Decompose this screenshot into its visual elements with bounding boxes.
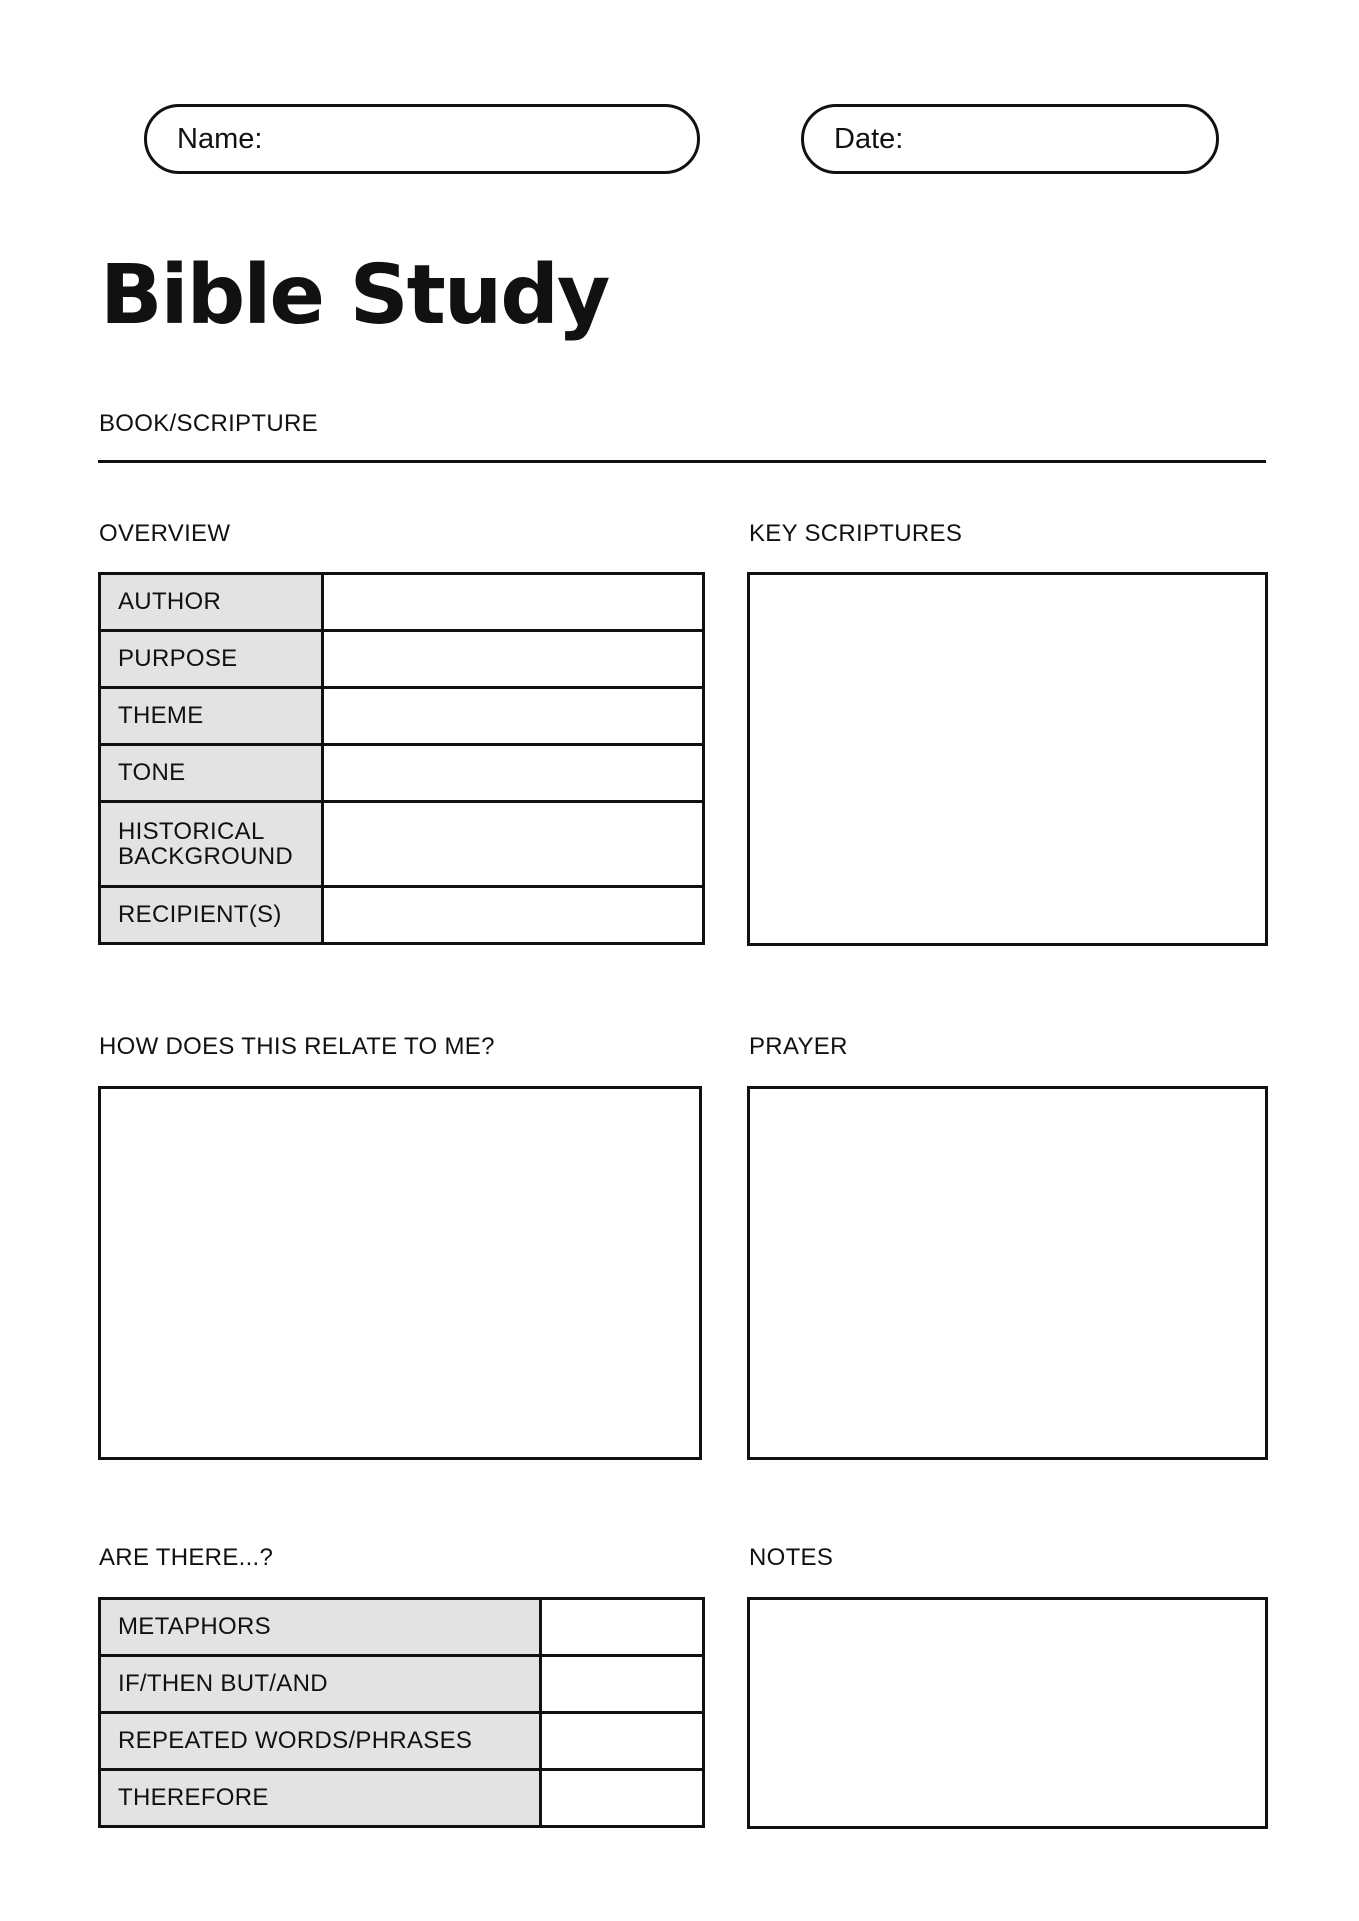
are-there-value-cell[interactable] — [541, 1656, 704, 1713]
overview-label: TONE — [100, 745, 323, 802]
name-field[interactable] — [144, 104, 700, 174]
are-there-value-cell[interactable] — [541, 1713, 704, 1770]
overview-value-cell[interactable] — [323, 887, 704, 944]
table-row — [100, 802, 704, 887]
are-there-value-cell[interactable] — [541, 1770, 704, 1827]
overview-value-cell[interactable] — [323, 688, 704, 745]
key-scriptures-box[interactable] — [747, 572, 1268, 946]
book-scripture-line[interactable] — [98, 460, 1266, 463]
page-title: Bible Study — [100, 248, 609, 343]
are-there-label: METAPHORS — [100, 1599, 541, 1656]
are-there-table — [98, 1597, 705, 1828]
table-row — [100, 574, 704, 631]
overview-value-cell[interactable] — [323, 745, 704, 802]
are-there-label: THEREFORE — [100, 1770, 541, 1827]
relate-box[interactable] — [98, 1086, 702, 1460]
are-there-value-cell[interactable] — [541, 1599, 704, 1656]
are-there-label: IF/THEN BUT/AND — [100, 1656, 541, 1713]
overview-label: RECIPIENT(S) — [100, 887, 323, 944]
prayer-heading: PRAYER — [749, 1033, 848, 1060]
overview-table — [98, 572, 705, 945]
table-row — [100, 1713, 704, 1770]
book-scripture-label: BOOK/SCRIPTURE — [99, 410, 318, 437]
overview-label: PURPOSE — [100, 631, 323, 688]
name-label: Name: — [177, 122, 263, 155]
overview-value-cell[interactable] — [323, 574, 704, 631]
table-row — [100, 631, 704, 688]
overview-label: THEME — [100, 688, 323, 745]
overview-heading: OVERVIEW — [99, 520, 231, 547]
key-scriptures-heading: KEY SCRIPTURES — [749, 520, 963, 547]
table-row — [100, 745, 704, 802]
date-field[interactable] — [801, 104, 1219, 174]
are-there-heading: ARE THERE...? — [99, 1544, 274, 1571]
relate-heading: HOW DOES THIS RELATE TO ME? — [99, 1033, 495, 1060]
overview-label: HISTORICAL BACKGROUND — [100, 802, 323, 887]
overview-label: AUTHOR — [100, 574, 323, 631]
table-row — [100, 887, 704, 944]
table-row — [100, 1656, 704, 1713]
are-there-label: REPEATED WORDS/PHRASES — [100, 1713, 541, 1770]
overview-value-cell[interactable] — [323, 631, 704, 688]
overview-value-cell[interactable] — [323, 802, 704, 887]
prayer-box[interactable] — [747, 1086, 1268, 1460]
date-label: Date: — [834, 122, 904, 155]
notes-box[interactable] — [747, 1597, 1268, 1829]
table-row — [100, 1599, 704, 1656]
table-row — [100, 1770, 704, 1827]
notes-heading: NOTES — [749, 1544, 834, 1571]
table-row — [100, 688, 704, 745]
